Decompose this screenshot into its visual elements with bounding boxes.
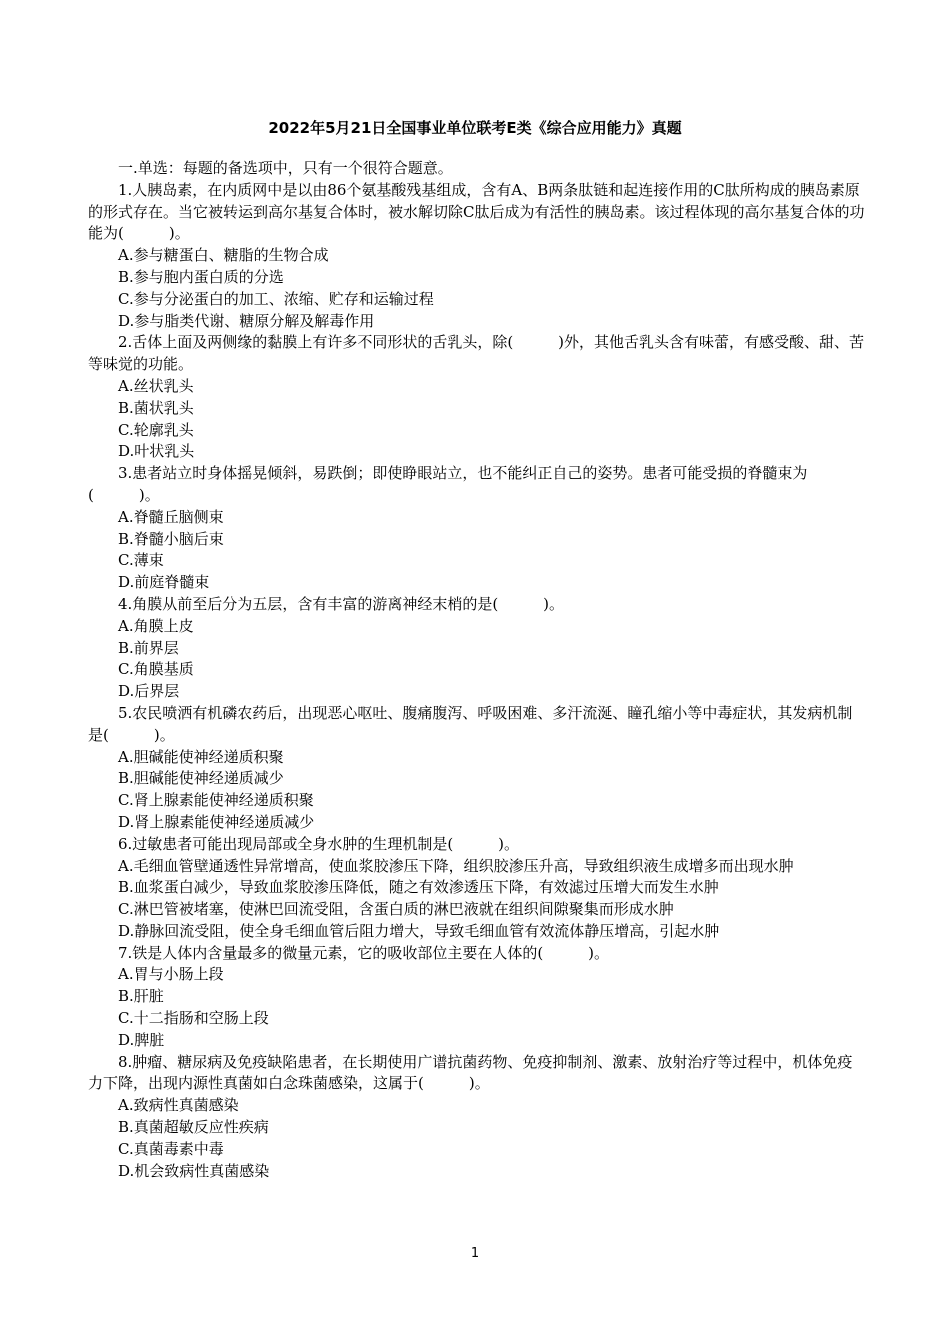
question-stem: 2.舌体上面及两侧缘的黏膜上有许多不同形状的舌乳头，除( )外，其他舌乳头含有味蕾，有感受酸、甜、苦等味觉的功能。	[88, 333, 865, 374]
option-c: C.淋巴管被堵塞，使淋巴回流受阻，含蛋白质的淋巴液就在组织间隙聚集而形成水肿	[118, 900, 674, 919]
option-b: B.血浆蛋白减少，导致血浆胶渗压降低，随之有效渗透压下降，有效滤过压增大而发生水肿	[118, 878, 719, 897]
page-title: 2022年5月21日全国事业单位联考E类《综合应用能力》真题	[268, 119, 682, 137]
option-b: B.参与胞内蛋白质的分选	[118, 267, 284, 286]
option-c: C.肾上腺素能使神经递质积聚	[118, 791, 314, 810]
option-b: B.脊髓小脑后束	[118, 529, 224, 548]
option-c: C.真菌毒素中毒	[118, 1139, 224, 1158]
option-d: D.机会致病性真菌感染	[118, 1161, 270, 1180]
question-8	[88, 1052, 866, 1183]
option-a: A.致病性真菌感染	[118, 1096, 239, 1115]
option-d: D.静脉回流受阻，使全身毛细血管后阻力增大，导致毛细血管有效流体静压增高，引起水肿	[118, 921, 720, 940]
question-7	[88, 943, 866, 1052]
option-b: B.肝脏	[118, 987, 164, 1006]
option-d: D.后界层	[118, 682, 180, 701]
question-stem: 5.农民喷洒有机磷农药后，出现恶心呕吐、腹痛腹泻、呼吸困难、多汗流涎、瞳孔缩小等中毒症状，其发病机制是( )。	[88, 703, 853, 744]
option-b: B.前界层	[118, 638, 179, 657]
option-a: A.角膜上皮	[118, 616, 194, 635]
option-a: A.毛细血管壁通透性异常增高，使血浆胶渗压下降，组织胶渗压升高，导致组织液生成增多而出现水肿	[118, 856, 794, 875]
question-stem: 4.角膜从前至后分为五层，含有丰富的游离神经末梢的是( )。	[118, 594, 565, 613]
page-number: 1	[470, 1246, 480, 1261]
question-body	[88, 158, 866, 1182]
question-1	[88, 180, 866, 333]
option-c: C.轮廓乳头	[118, 420, 194, 439]
option-c: C.十二指肠和空肠上段	[118, 1009, 269, 1028]
question-6	[88, 834, 866, 943]
question-stem: 6.过敏患者可能出现局部或全身水肿的生理机制是( )。	[118, 834, 520, 853]
option-c: C.薄束	[118, 551, 164, 570]
option-c: C.参与分泌蛋白的加工、浓缩、贮存和运输过程	[118, 289, 434, 308]
question-4	[88, 594, 866, 703]
option-d: D.肾上腺素能使神经递质减少	[118, 812, 315, 831]
option-b: B.胆碱能使神经递质减少	[118, 769, 284, 788]
question-stem: 7.铁是人体内含量最多的微量元素，它的吸收部位主要在人体的( )。	[118, 943, 610, 962]
option-a: A.丝状乳头	[118, 376, 194, 395]
option-d: D.叶状乳头	[118, 442, 195, 461]
option-d: D.参与脂类代谢、糖原分解及解毒作用	[118, 311, 375, 330]
question-3	[88, 463, 866, 594]
option-b: B.菌状乳头	[118, 398, 194, 417]
option-a: A.脊髓丘脑侧束	[118, 507, 224, 526]
option-d: D.脾脏	[118, 1030, 165, 1049]
question-5	[88, 703, 866, 834]
option-d: D.前庭脊髓束	[118, 573, 210, 592]
question-stem: 3.患者站立时身体摇晃倾斜，易跌倒；即使睁眼站立，也不能纠正自己的姿势。患者可能受损的脊髓束为( )。	[88, 464, 808, 504]
question-stem: 1.人胰岛素，在内质网中是以由86个氨基酸残基组成，含有A、B两条肽链和起连接作用的C肽所构成的胰岛素原的形式存在。当它被转运到高尔基复合体时，被水解切除C肽后成为有活性的胰岛素。该过程体现的高尔基复合体的功能为( )。	[88, 180, 865, 243]
option-a: A.参与糖蛋白、糖脂的生物合成	[118, 246, 329, 265]
section-heading: 一.单选：每题的备选项中，只有一个很符合题意。	[118, 159, 453, 177]
question-2	[88, 332, 866, 463]
option-a: A.胃与小肠上段	[118, 965, 224, 984]
option-c: C.角膜基质	[118, 660, 194, 679]
option-a: A.胆碱能使神经递质积聚	[118, 747, 284, 766]
question-stem: 8.肿瘤、糖尿病及免疫缺陷患者，在长期使用广谱抗菌药物、免疫抑制剂、激素、放射治疗等过程中，机体免疫力下降，出现内源性真菌如白念珠菌感染，这属于( )。	[88, 1052, 853, 1093]
option-b: B.真菌超敏反应性疾病	[118, 1118, 269, 1137]
